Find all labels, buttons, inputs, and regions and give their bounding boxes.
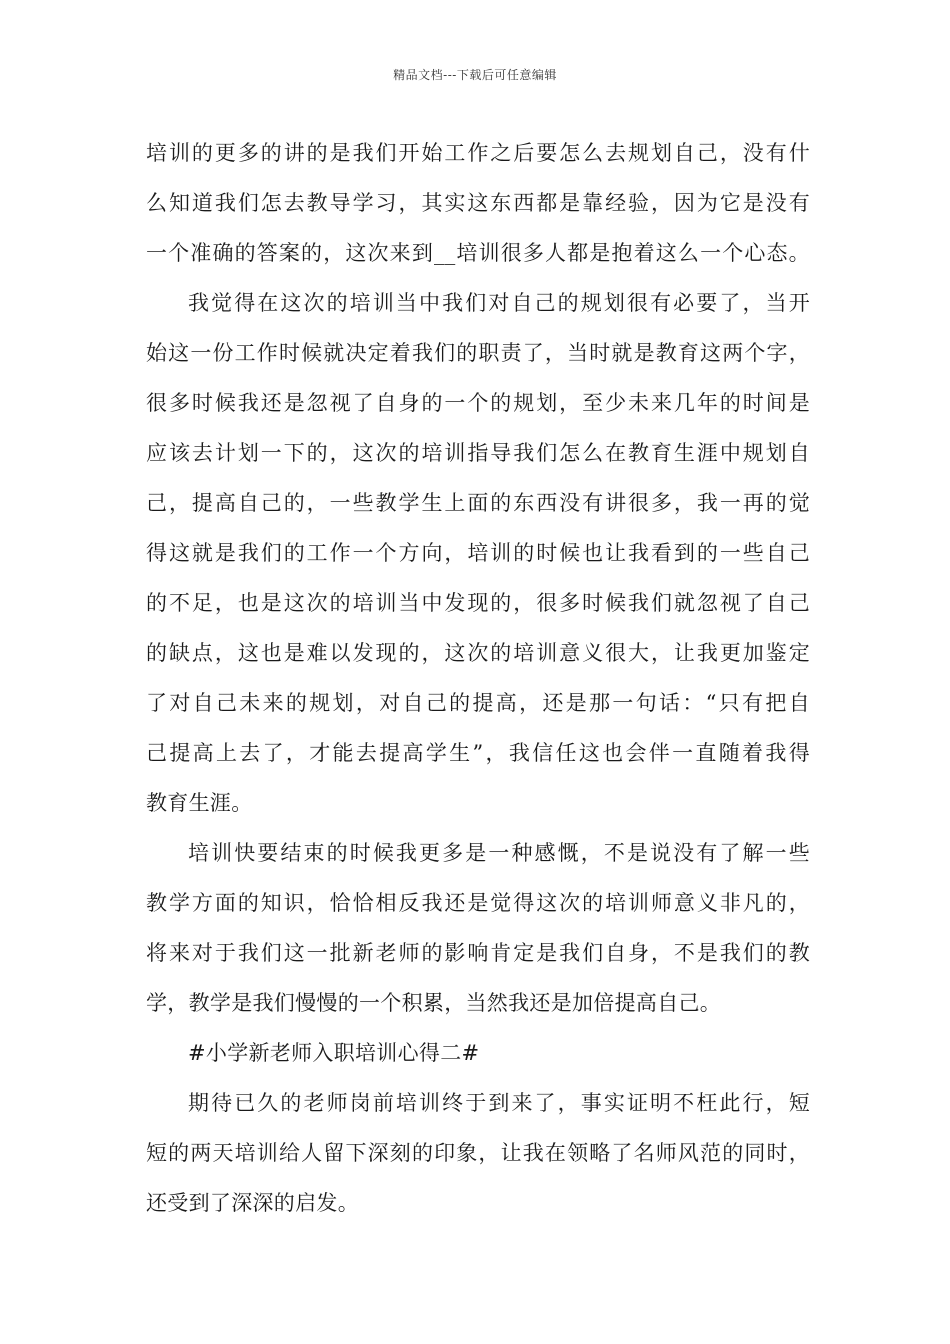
text-line: 学，教学是我们慢慢的一个积累，当然我还是加倍提高自己。 [146, 991, 722, 1015]
text-line: 应该去计划一下的，这次的培训指导我们怎么在教育生涯中规划自 [146, 441, 810, 465]
text-line: 了对自己未来的规划，对自己的提高，还是那一句话：“只有把自 [146, 691, 810, 715]
section-heading: #小学新老师入职培训心得二# [188, 1041, 480, 1065]
text-line: 的缺点，这也是难以发现的，这次的培训意义很大，让我更加鉴定 [146, 641, 810, 665]
text-line: 么知道我们怎去教导学习，其实这东西都是靠经验，因为它是没有 [146, 191, 810, 215]
text-line: 将来对于我们这一批新老师的影响肯定是我们自身，不是我们的教 [146, 941, 810, 965]
page-header: 精品文档---下载后可任意编辑 [393, 68, 557, 82]
text-line: 教学方面的知识，恰恰相反我还是觉得这次的培训师意义非凡的， [146, 891, 810, 915]
text-line: 的不足，也是这次的培训当中发现的，很多时候我们就忽视了自己 [146, 591, 810, 615]
text-line: 教育生涯。 [146, 791, 253, 815]
text-line: 得这就是我们的工作一个方向，培训的时候也让我看到的一些自己 [146, 541, 810, 565]
text-line: 始这一份工作时候就决定着我们的职责了，当时就是教育这两个字， [146, 341, 810, 365]
text-line: 己提高上去了，才能去提高学生”，我信任这也会伴一直随着我得 [146, 741, 810, 765]
text-line: 很多时候我还是忽视了自身的一个的规划，至少未来几年的时间是 [146, 391, 810, 415]
text-line: 短的两天培训给人留下深刻的印象，让我在领略了名师风范的同时， [146, 1141, 810, 1165]
text-line: 期待已久的老师岗前培训终于到来了，事实证明不枉此行，短 [188, 1091, 810, 1115]
document-body [146, 128, 810, 1228]
text-line: 一个准确的答案的，这次来到__培训很多人都是抱着这么一个心态。 [146, 241, 810, 265]
text-line: 培训的更多的讲的是我们开始工作之后要怎么去规划自己，没有什 [146, 141, 810, 165]
text-line: 我觉得在这次的培训当中我们对自己的规划很有必要了，当开 [188, 291, 810, 315]
text-line: 己，提高自己的，一些教学生上面的东西没有讲很多，我一再的觉 [146, 491, 810, 515]
text-line: 培训快要结束的时候我更多是一种感慨，不是说没有了解一些 [188, 841, 810, 865]
text-line: 还受到了深深的启发。 [146, 1191, 359, 1215]
